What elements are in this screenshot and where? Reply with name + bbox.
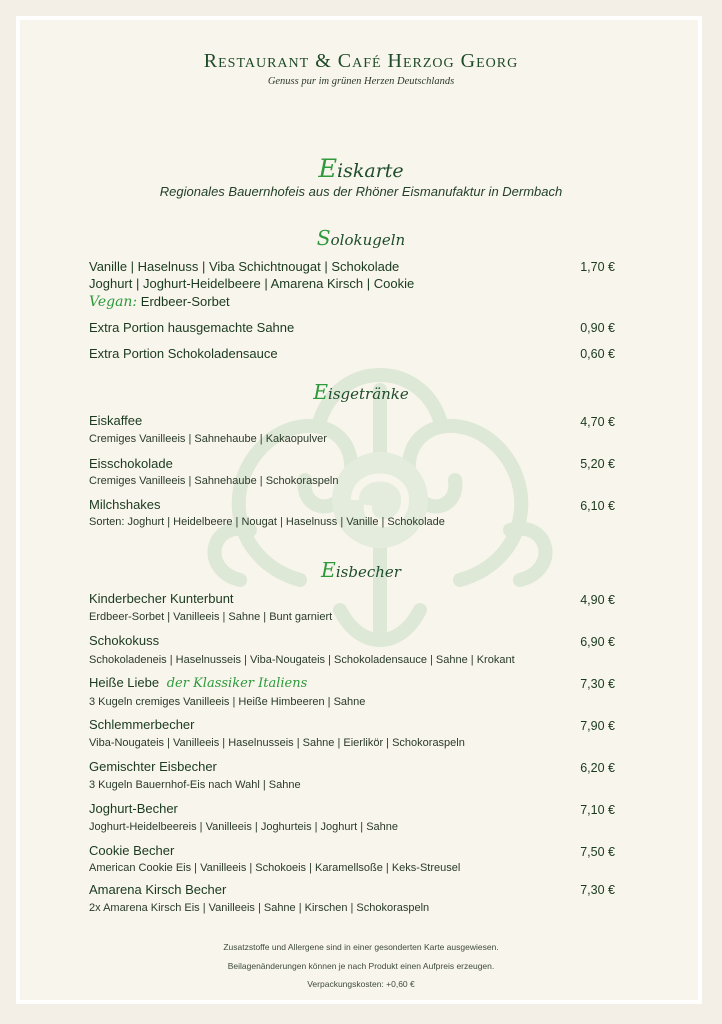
section-initial: S (316, 226, 331, 250)
item-name: Eiskaffee (89, 413, 143, 428)
item-name: Heiße Liebe (89, 675, 160, 690)
item-description: Erdbeer-Sorbet | Vanilleeis | Sahne | Bunt garniert (89, 611, 333, 623)
menu-title-text: iskarte (337, 160, 404, 182)
item-name: Kinderbecher Kunterbunt (89, 591, 234, 606)
section-title-eisgetraenke (0, 380, 722, 404)
item-description: Cremiges Vanilleeis | Sahnehaube | Kakaopulver (89, 433, 327, 445)
item-price: 4,70 € (580, 415, 615, 429)
item-price: 7,30 € (580, 677, 615, 691)
item-description: American Cookie Eis | Vanilleeis | Schokoeis | Karamellsoße | Keks-Streusel (89, 862, 461, 874)
extra-price: 0,90 € (580, 321, 615, 335)
item-price: 4,90 € (580, 593, 615, 607)
item-name-extra: der Klassiker Italiens (166, 676, 308, 691)
section-title-solokugeln (0, 226, 722, 250)
item-description: 3 Kugeln cremiges Vanilleeis | Heiße Himbeeren | Sahne (89, 696, 366, 708)
menu-subtitle: Regionales Bauernhofeis aus der Rhöner Eismanufaktur in Dermbach (159, 184, 563, 199)
extra-price: 0,60 € (580, 347, 615, 361)
footer-changes: Beilagenänderungen können je nach Produkt einen Aufpreis erzeugen. (227, 961, 495, 971)
footer-allergens: Zusatzstoffe und Allergene sind in einer gesonderten Karte ausgewiesen. (223, 942, 499, 952)
vegan-line (89, 294, 230, 310)
extra-name: Extra Portion hausgemachte Sahne (89, 320, 295, 335)
item-description: Schokoladeneis | Haselnusseis | Viba-Nougateis | Schokoladensauce | Sahne | Krokant (89, 654, 515, 666)
menu-title (0, 154, 722, 184)
section-title-eisbecher (0, 558, 722, 582)
item-name-row (89, 675, 307, 691)
item-price: 7,30 € (580, 883, 615, 897)
item-name: Schokokuss (89, 633, 160, 648)
extra-name: Extra Portion Schokoladensauce (89, 346, 278, 361)
item-description: Sorten: Joghurt | Heidelbeere | Nougat | Haselnuss | Vanille | Schokolade (89, 516, 445, 528)
footer-packaging: Verpackungskosten: +0,60 € (307, 979, 415, 989)
item-name: Eisschokolade (89, 456, 173, 471)
item-description: 3 Kugeln Bauernhof-Eis nach Wahl | Sahne (89, 779, 301, 791)
scoop-price: 1,70 € (580, 260, 615, 274)
section-initial: E (321, 558, 336, 582)
item-price: 7,50 € (580, 845, 615, 859)
restaurant-name: Restaurant & Café Herzog Georg (203, 50, 519, 72)
item-description: Cremiges Vanilleeis | Sahnehaube | Schokoraspeln (89, 475, 339, 487)
item-name: Amarena Kirsch Becher (89, 882, 227, 897)
item-description: 2x Amarena Kirsch Eis | Vanilleeis | Sahne | Kirschen | Schokoraspeln (89, 902, 430, 914)
vegan-label: Vegan: (89, 294, 138, 310)
item-price: 6,10 € (580, 499, 615, 513)
section-initial: E (313, 380, 329, 404)
item-name: Schlemmerbecher (89, 717, 195, 732)
item-name: Gemischter Eisbecher (89, 759, 217, 774)
item-description: Joghurt-Heidelbeereis | Vanilleeis | Joghurteis | Joghurt | Sahne (89, 821, 399, 833)
item-price: 6,20 € (580, 761, 615, 775)
section-title-text: isgetränke (328, 385, 409, 403)
item-price: 7,90 € (580, 719, 615, 733)
item-name: Milchshakes (89, 497, 161, 512)
item-price: 5,20 € (580, 457, 615, 471)
item-name: Joghurt-Becher (89, 801, 178, 816)
flavor-line-2: Joghurt | Joghurt-Heidelbeere | Amarena Kirsch | Cookie (89, 276, 415, 291)
item-description: Viba-Nougateis | Vanilleeis | Haselnusseis | Sahne | Eierlikör | Schokoraspeln (89, 737, 465, 749)
item-name: Cookie Becher (89, 843, 175, 858)
section-title-text: olokugeln (330, 231, 406, 249)
item-price: 6,90 € (580, 635, 615, 649)
section-title-text: isbecher (335, 563, 401, 581)
tagline: Genuss pur im grünen Herzen Deutschlands (267, 76, 455, 87)
menu-title-initial: E (318, 154, 338, 184)
flavor-line-1: Vanille | Haselnuss | Viba Schichtnougat | Schokolade (89, 259, 400, 274)
item-price: 7,10 € (580, 803, 615, 817)
vegan-item: Erdbeer-Sorbet (140, 294, 230, 309)
